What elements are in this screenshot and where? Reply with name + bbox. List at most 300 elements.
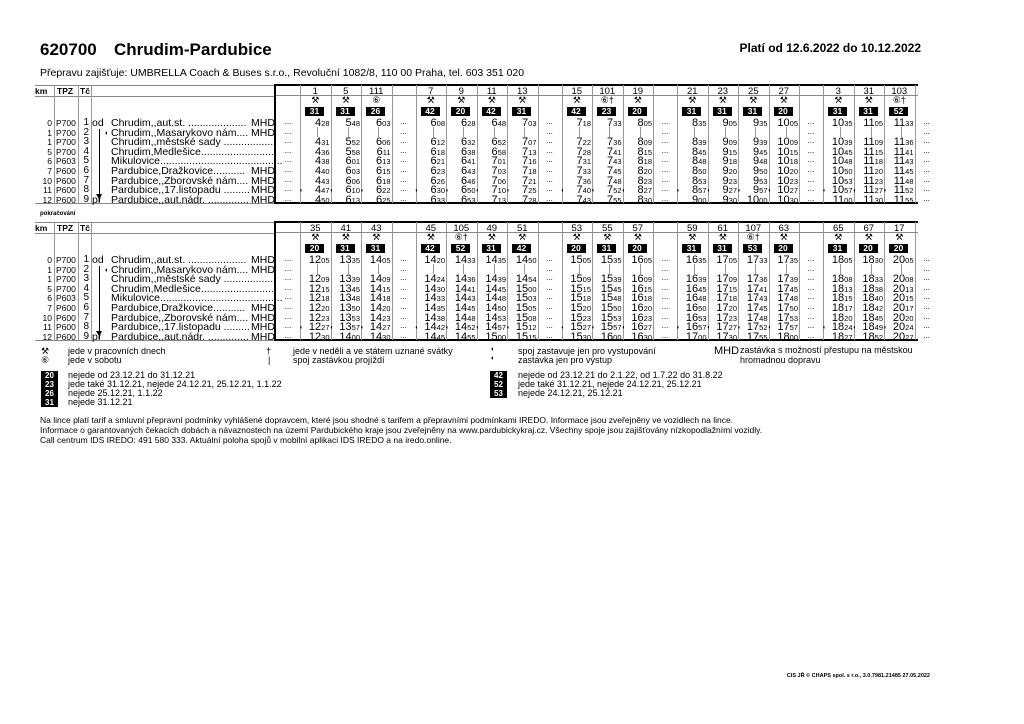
unused-dots: ... (661, 165, 669, 174)
time-minute: 20 (436, 256, 445, 265)
time-minute: 13 (528, 147, 537, 157)
time-hour: 15 (570, 273, 583, 286)
time-hour: 13 (339, 282, 352, 295)
time-minute: 48 (497, 119, 506, 128)
time-minute: 45 (759, 147, 768, 157)
unused-dots: ... (923, 193, 930, 203)
time-hour: 11 (863, 165, 875, 177)
unused-dots: ... (546, 292, 553, 302)
unused-dots: ... (400, 273, 407, 283)
time-hour: 15 (485, 330, 498, 343)
stop-name[interactable]: Mikulovice.......................................... (111, 155, 283, 168)
time-hour: 17 (746, 321, 760, 334)
time-hour: 15 (600, 302, 614, 314)
stop-tc: 9 (83, 330, 89, 342)
unused-dots: ... (546, 117, 553, 126)
departure-time (692, 194, 706, 206)
unused-dots: ... (400, 292, 407, 302)
time-hour: 6 (461, 117, 468, 129)
legend-passes-through-symbol: | (268, 355, 271, 365)
stop-km: 10 (42, 312, 52, 323)
trip-column (852, 222, 885, 343)
trip-number: 63 (778, 223, 790, 234)
trip-number: 51 (516, 223, 528, 234)
alighting-only-icon: ◖ (591, 325, 595, 332)
time-minute: 15 (874, 147, 883, 157)
time-hour: 18 (862, 273, 875, 286)
stop-name[interactable]: Chrudim,,aut.st. .................... (111, 254, 247, 266)
time-minute: 23 (728, 313, 737, 323)
time-hour: 8 (692, 155, 699, 168)
time-minute: 25 (382, 195, 391, 205)
unused-dots: ... (284, 184, 292, 194)
time-minute: 27 (643, 323, 652, 333)
unused-dots: ... (400, 321, 407, 331)
time-hour: 4 (315, 136, 322, 149)
time-hour: 6 (345, 155, 352, 168)
workdays-icon: ⚒ (834, 232, 843, 242)
trip-column (621, 222, 654, 343)
time-minute: 15 (728, 284, 737, 294)
unused-dots: ... (923, 321, 930, 331)
stop-tpz: P600 (56, 312, 76, 323)
unused-dots: ... (400, 126, 407, 136)
time-minute: 00 (351, 332, 360, 342)
time-minute: 08 (436, 119, 445, 128)
time-hour: 12 (308, 282, 322, 295)
legend-badge: 52 (490, 380, 507, 389)
departure-time (686, 331, 707, 343)
passes-through-line (348, 127, 349, 137)
legend-alighting-only-text: spoj zastavuje jen pro vystupování (518, 346, 656, 356)
time-minute: 52 (613, 186, 622, 196)
unused-dots: ... (400, 136, 407, 146)
time-hour: 17 (777, 311, 790, 324)
time-hour: 7 (576, 145, 583, 158)
legend-badge-text: jede také 31.12.21, nejede 24.12.21, 25.12.21 (518, 379, 702, 389)
departure-time (424, 254, 445, 266)
passes-through-line (694, 264, 695, 274)
alighting-only-icon: ◖ (591, 188, 595, 195)
workdays-icon: ⚒ (895, 232, 904, 242)
time-hour: 10 (831, 165, 845, 177)
time-hour: 11 (893, 165, 906, 177)
alighting-only-icon: ◖ (621, 188, 626, 195)
time-hour: 17 (746, 282, 760, 295)
time-minute: 09 (643, 138, 652, 148)
time-minute: 09 (728, 275, 737, 285)
alighting-only-icon: ◖ (852, 325, 857, 332)
time-hour: 4 (315, 155, 322, 168)
alighting-only-icon: ◖ (299, 188, 303, 195)
time-minute: 05 (728, 256, 737, 265)
time-minute: 15 (643, 147, 652, 157)
time-minute: 38 (467, 147, 476, 157)
trip-column (706, 85, 739, 206)
page-title (40, 40, 272, 60)
time-minute: 15 (382, 167, 391, 176)
alighting-only-icon: ◖ (676, 325, 680, 332)
stop-tpz: P603 (56, 156, 76, 167)
continuation-label: pokračování (40, 211, 76, 217)
unused-dots: ... (923, 155, 930, 165)
alighting-only-icon: ◖ (560, 325, 565, 332)
passes-through-line (463, 264, 464, 274)
departure-time (893, 331, 914, 343)
time-minute: 33 (759, 256, 768, 265)
trip-number: 53 (571, 223, 583, 234)
time-hour: 7 (607, 174, 614, 187)
passes-through-line (755, 127, 756, 137)
time-hour: 14 (424, 330, 437, 343)
time-hour: 18 (862, 292, 875, 305)
unused-dots: ... (807, 165, 815, 174)
time-hour: 11 (863, 174, 875, 187)
time-minute: 52 (905, 186, 914, 196)
legend-badge-text: nejede 31.12.21 (68, 397, 133, 407)
stop-km: 7 (47, 166, 52, 176)
direction-arrow (99, 129, 100, 202)
time-minute: 48 (351, 294, 360, 304)
time-minute: 55 (613, 195, 622, 205)
restriction-badge: 20 (305, 244, 324, 253)
time-minute: 09 (321, 275, 330, 285)
time-hour: 9 (722, 117, 729, 129)
unused-dots: ... (284, 273, 292, 283)
unused-dots: ... (807, 263, 815, 273)
time-hour: 4 (315, 165, 322, 177)
departure-time (777, 194, 798, 206)
time-hour: 7 (607, 165, 614, 177)
time-hour: 16 (631, 254, 644, 266)
time-hour: 10 (831, 117, 845, 129)
legend-badge-text: nejede 24.12.21, 25.12.21 (518, 388, 623, 398)
unused-dots: ... (546, 302, 553, 311)
time-minute: 45 (613, 284, 622, 294)
time-hour: 11 (863, 155, 875, 168)
time-hour: 8 (637, 136, 644, 149)
time-hour: 7 (491, 174, 498, 187)
time-hour: 16 (685, 254, 699, 266)
time-minute: 27 (643, 186, 652, 196)
time-minute: 26 (436, 176, 445, 186)
stop-name[interactable]: Chrudim,,městské sady .................. (111, 273, 277, 286)
time-hour: 4 (315, 184, 322, 197)
passes-through-line (579, 127, 580, 137)
departure-time (747, 194, 768, 206)
passes-through-line (317, 127, 318, 137)
restriction-badge: 20 (889, 244, 908, 253)
unused-dots: ... (807, 311, 815, 321)
stop-name[interactable]: Pardubice,,aut.nádr. .............. (111, 193, 249, 206)
time-minute: 18 (321, 294, 330, 304)
time-minute: 09 (582, 275, 591, 285)
trip-column (414, 222, 447, 343)
workdays-icon: ⚒ (688, 232, 697, 242)
time-minute: 33 (613, 119, 622, 128)
time-minute: 35 (351, 256, 360, 265)
unused-dots: ... (400, 330, 407, 340)
legend-sunday-symbol: † (266, 346, 272, 356)
stop-name[interactable]: Pardubice,,17.listopadu ......... (111, 321, 250, 334)
time-minute: 17 (844, 304, 853, 313)
time-hour: 17 (777, 273, 790, 286)
unused-dots: ... (546, 174, 553, 184)
note-line: Na lince platí tarif a smluvní přepravní podmínky vyhlášené dopravcem, které jsou shodné s tarifem a přepravními podmínkami IREDO. Informace jsou zveřejněny ve vozidlech na lince. (40, 415, 734, 425)
alighting-only-icon: ◖ (104, 266, 109, 274)
time-minute: 31 (321, 138, 330, 148)
time-minute: 11 (382, 147, 391, 157)
time-minute: 24 (905, 323, 914, 333)
unused-dots: ... (807, 174, 815, 184)
stop-name[interactable]: Chrudim,,aut.st. .................... (111, 117, 247, 129)
time-minute: 48 (905, 176, 914, 186)
time-minute: 48 (613, 176, 622, 186)
departure-time (346, 194, 360, 206)
workdays-icon: ⚒ (603, 232, 612, 242)
time-minute: 42 (436, 323, 445, 333)
stop-name[interactable]: Pardubice,Dražkovice........... (111, 165, 246, 177)
departure-time (601, 254, 622, 266)
time-minute: 05 (643, 256, 652, 265)
stop-name[interactable]: Chrudim,,Masarykovo nám.... (111, 126, 249, 139)
time-minute: 55 (467, 332, 476, 342)
departure-time (339, 331, 360, 343)
unused-dots: ... (661, 136, 669, 146)
unused-dots: ... (400, 145, 407, 155)
passes-through-line (640, 127, 641, 137)
workdays-icon: ⚒ (341, 232, 350, 242)
trip-number: 57 (632, 223, 644, 234)
time-hour: 15 (515, 311, 529, 324)
legend-mhd-text: zastávka s možností přestupu na městskou hromadnou dopravu (740, 345, 913, 365)
time-hour: 14 (369, 321, 383, 334)
workdays-icon: ⚒ (487, 232, 496, 242)
time-minute: 35 (613, 256, 622, 265)
restriction-badge: 23 (597, 107, 616, 116)
time-hour: 14 (339, 330, 352, 343)
time-hour: 18 (831, 321, 845, 334)
time-minute: 03 (351, 167, 360, 176)
time-minute: 53 (351, 313, 360, 323)
time-hour: 20 (892, 311, 906, 324)
time-minute: 13 (844, 284, 853, 294)
time-hour: 11 (863, 136, 875, 149)
timetable-afternoon (35, 222, 930, 343)
time-minute: 53 (698, 313, 707, 323)
trip-number: 61 (717, 223, 729, 234)
workdays-icon: ⚒ (426, 232, 435, 242)
time-hour: 15 (600, 273, 614, 286)
legend-sunday-text: jede v neděli a ve státem uznané svátky (293, 346, 453, 356)
time-minute: 30 (728, 332, 737, 342)
time-minute: 10 (497, 186, 506, 196)
unused-dots: ... (400, 254, 407, 263)
passes-through-line (579, 264, 580, 274)
time-hour: 9 (722, 184, 729, 197)
time-minute: 48 (759, 313, 768, 323)
time-hour: 10 (777, 145, 790, 158)
stop-name[interactable]: Pardubice,,Zborovské nám.... (111, 174, 249, 187)
time-minute: 05 (844, 256, 853, 265)
time-minute: 05 (582, 256, 591, 265)
restriction-badge: 20 (567, 244, 586, 253)
trip-number: 21 (686, 86, 698, 97)
time-hour: 11 (893, 117, 906, 129)
time-hour: 14 (424, 302, 437, 314)
stop-tc: 3 (83, 273, 89, 285)
alighting-only-icon: ◖ (883, 188, 887, 195)
unused-dots: ... (923, 136, 930, 146)
stop-tpz: P600 (56, 175, 76, 186)
legend-mhd-symbol: MHD (714, 345, 740, 357)
time-hour: 7 (576, 193, 583, 206)
time-hour: 11 (832, 193, 845, 206)
trip-column (414, 85, 447, 206)
stop-name[interactable]: Pardubice,,Zborovské nám.... (111, 311, 249, 324)
time-minute: 53 (789, 313, 798, 323)
stop-name[interactable]: Chrudim,Medlešice......................... (111, 145, 274, 158)
time-hour: 9 (753, 184, 760, 197)
stop-tpz: P700 (56, 118, 76, 128)
time-hour: 14 (454, 292, 468, 305)
unused-dots: ... (284, 155, 292, 165)
unused-dots: ... (400, 282, 407, 292)
time-minute: 08 (844, 275, 853, 285)
time-hour: 15 (515, 330, 529, 343)
passes-through-line (524, 127, 525, 137)
time-minute: 00 (844, 195, 853, 205)
unused-dots: ... (923, 126, 930, 136)
departure-time (862, 331, 883, 343)
time-hour: 8 (637, 155, 644, 168)
time-hour: 7 (522, 165, 529, 177)
time-hour: 15 (570, 330, 583, 343)
alighting-only-icon: ◖ (560, 188, 565, 195)
time-minute: 20 (643, 167, 652, 176)
workdays-icon: ⚒ (718, 232, 727, 242)
alighting-only-icon: ◖ (329, 325, 334, 332)
time-hour: 20 (892, 254, 906, 266)
time-hour: 14 (454, 330, 468, 343)
departure-time (833, 194, 853, 206)
time-hour: 6 (430, 165, 437, 177)
time-hour: 6 (376, 165, 383, 177)
time-hour: 18 (831, 292, 845, 305)
stop-tc: 7 (83, 174, 89, 186)
time-minute: 27 (728, 323, 737, 333)
time-minute: 48 (497, 294, 506, 304)
time-minute: 43 (905, 157, 914, 167)
time-hour: 17 (685, 330, 699, 343)
unused-dots: ... (400, 263, 407, 273)
time-minute: 00 (789, 332, 798, 342)
alighting-only-icon: ◖ (822, 188, 826, 195)
legend-badge-text: nejede od 23.12.21 do 2.1.22, od 1.7.22 do 31.8.22 (518, 370, 723, 380)
workdays-icon: ⚒ (311, 232, 320, 242)
time-hour: 16 (685, 273, 699, 286)
time-minute: 47 (321, 186, 330, 196)
time-minute: 06 (382, 138, 391, 148)
time-minute: 53 (844, 176, 853, 186)
time-hour: 6 (376, 184, 383, 197)
time-hour: 8 (637, 184, 644, 197)
unused-dots: ... (284, 174, 292, 184)
unused-dots: ... (923, 302, 930, 311)
stop-name[interactable]: Chrudim,Medlešice......................... (111, 282, 274, 295)
trip-column (329, 85, 362, 206)
time-minute: 45 (436, 332, 445, 342)
time-minute: 24 (436, 275, 445, 285)
time-hour: 18 (777, 330, 790, 343)
alighting-only-icon: ◖ (360, 188, 364, 195)
time-minute: 50 (321, 195, 330, 205)
time-hour: 12 (308, 311, 322, 324)
saturday-sunday-icon: ⑥† (892, 95, 906, 105)
unused-dots: ... (284, 145, 292, 155)
unused-dots: ... (807, 273, 815, 283)
stop-name[interactable]: Mikulovice.......................................... (111, 292, 283, 305)
departure-time (455, 254, 476, 266)
stop-km: 5 (47, 146, 52, 157)
stop-name[interactable]: Pardubice,Dražkovice........... (111, 302, 246, 314)
unused-dots: ... (923, 292, 930, 302)
time-hour: 7 (607, 117, 614, 129)
stop-tpz: P600 (56, 194, 76, 205)
time-hour: 14 (515, 273, 529, 286)
stop-name[interactable]: Chrudim,,Masarykovo nám.... (111, 263, 249, 276)
time-minute: 58 (351, 147, 360, 157)
time-hour: 12 (308, 292, 322, 305)
time-hour: 14 (369, 330, 383, 343)
passes-through-line (317, 264, 318, 274)
stop-name[interactable]: Pardubice,,17.listopadu ......... (111, 184, 250, 197)
workdays-icon: ⚒ (779, 95, 788, 105)
departure-time (516, 331, 537, 343)
time-hour: 15 (600, 311, 614, 324)
time-hour: 6 (430, 184, 437, 197)
time-hour: 16 (685, 292, 699, 305)
time-minute: 15 (321, 284, 330, 294)
time-hour: 10 (777, 184, 790, 197)
time-minute: 45 (613, 167, 622, 176)
time-hour: 17 (716, 292, 729, 305)
workdays-icon: ⚒ (749, 95, 758, 105)
stop-name[interactable]: Pardubice,,aut.nádr. .............. (111, 330, 249, 343)
unused-dots: ... (661, 330, 669, 340)
time-minute: 50 (613, 304, 622, 313)
time-minute: 57 (844, 186, 853, 196)
legend-badge: 26 (41, 389, 58, 398)
time-hour: 6 (376, 155, 383, 168)
stop-km: 12 (42, 194, 52, 205)
stop-name[interactable]: Chrudim,,městské sady .................. (111, 136, 277, 149)
workdays-icon: ⚒ (518, 95, 527, 105)
unused-dots: ... (661, 254, 669, 263)
time-minute: 35 (759, 119, 768, 128)
alighting-only-icon: ◖ (360, 325, 364, 332)
time-hour: 15 (570, 302, 583, 314)
unused-dots: ... (546, 193, 553, 203)
time-minute: 18 (874, 157, 883, 167)
time-minute: 23 (643, 176, 652, 186)
time-hour: 18 (831, 311, 845, 324)
time-minute: 15 (643, 284, 652, 294)
time-minute: 48 (698, 294, 707, 304)
time-minute: 05 (728, 119, 737, 128)
unused-dots: ... (923, 330, 930, 340)
time-minute: 27 (321, 323, 330, 333)
